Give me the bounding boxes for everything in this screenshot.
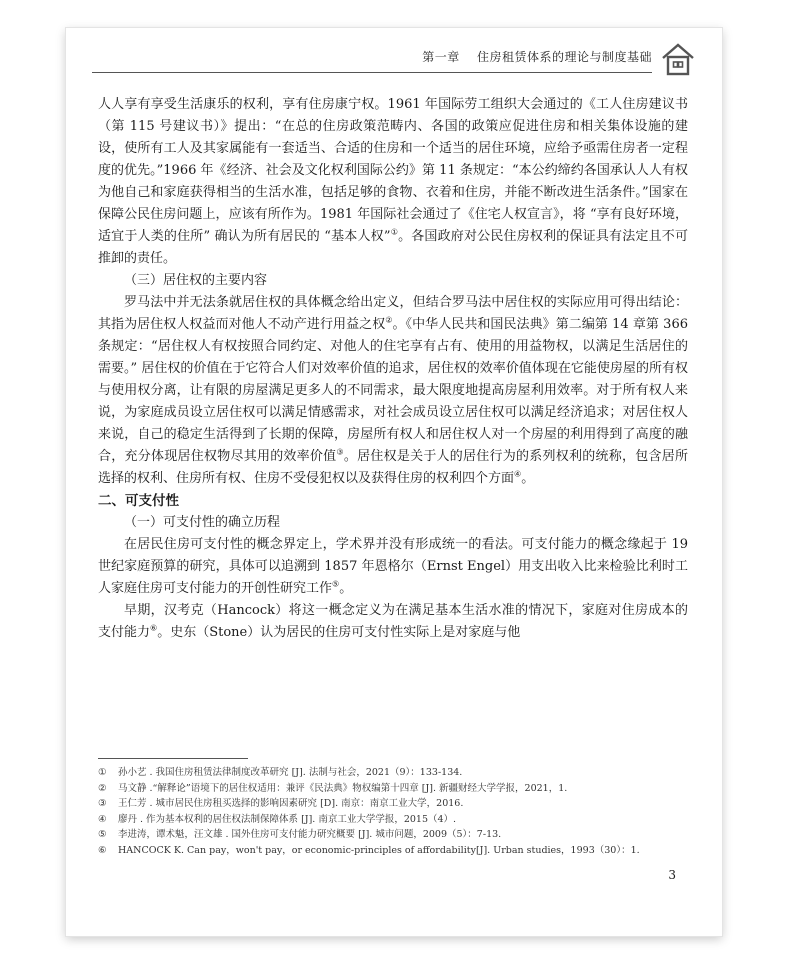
footnotes <box>98 765 688 858</box>
footnote-ref: ② <box>385 315 393 325</box>
book-page <box>66 28 722 936</box>
paragraph-3: 在居民住房可支付性的概念界定上，学术界并没有形成统一的看法。可支付能力的概念缘起于 19 世纪家庭预算的研究，具体可以追溯到 1857 年恩格尔（Ernst Engel）用支出收入比来检验比利时工人家庭住房可支付能力的开创性研究工作⑤。 <box>98 537 688 596</box>
paragraph-4: 早期，汉考克（Hancock）将这一概念定义为在满足基本生活水准的情况下，家庭对住房成本的支付能力⑥。史东（Stone）认为居民的住房可支付性实际上是对家庭与他 <box>98 603 688 640</box>
body-text <box>98 94 688 644</box>
footnote: ① 孙小艺 . 我国住房租赁法律制度改革研究 [J]. 法制与社会，2021（9）：133-134. <box>98 767 463 778</box>
footnote-ref: ④ <box>514 469 522 479</box>
section-heading-affordability: 二、可支付性 <box>98 493 179 509</box>
paragraph-1: 人人享有享受生活康乐的权利，享有住房康宁权。1961 年国际劳工组织大会通过的《工人住房建议书（第 115 号建议书）》提出：“在总的住房政策范畴内、各国的政策应促进住房和相关集体设施的建设，使所有工人及其家属能有一套适当、合适的住房和一个适当的居住环境，应给予亟需住房者一定程度的优先。”1966 年《经济、社会及文化权利国际公约》第 11 条规定：“本公约缔约各国承认人人有权为他自己和家庭获得相当的生活水准，包括足够的食物、衣着和住房，并能不断改进生活条件。”国家在保障公民住房问题上，应该有所作为。1981 年国际社会通过了《住宅人权宣言》，将 “享有良好环境，适宜于人类的住所” 确认为所有居民的 “基本人权”①。各国政府对公民住房权利的保证具有法定且不可推卸的责任。 <box>98 97 688 266</box>
footnote-rule <box>98 758 248 759</box>
paragraph-2: 罗马法中并无法条就居住权的具体概念给出定义，但结合罗马法中居住权的实际应用可得出结论：其指为居住权人权益而对他人不动产进行用益之权②。《中华人民共和国民法典》第二编第 14 章第 366 条规定：“居住权人有权按照合同约定、对他人的住宅享有占有、使用的用益物权，以满足生活居住的需要。” 居住权的价值在于它符合人们对效率价值的追求，居住权的效率价值体现在它能使房屋的所有权与使用权分离，让有限的房屋满足更多人的不同需求，最大限度地提高房屋利用效率。对于所有权人来说，为家庭成员设立居住权可以满足情感需求，对社会成员设立居住权可以满足经济追求；对居住权人来说，自己的稳定生活得到了长期的保障，房屋所有权人和居住权人对一个房屋的利用得到了高度的融合，充分体现居住权物尽其用的效率价值③。居住权是关于人的居住行为的系列权利的统称，包含居所选择的权利、住房所有权、住房不受侵犯权以及获得住房的权利四个方面④。 <box>98 295 688 486</box>
page-number: 3 <box>668 868 676 882</box>
footnote-ref: ③ <box>336 447 344 457</box>
footnote: ④ 廖丹 . 作为基本权利的居住权法制保障体系 [J]. 南京工业大学学报，2015（4）. <box>98 813 457 825</box>
house-icon <box>660 42 696 76</box>
header-rule <box>92 72 652 73</box>
subheading-affordability-history: （一）可支付性的确立历程 <box>124 515 281 530</box>
footnote: ⑤ 李进涛，谭术魁，汪文雄 . 国外住房可支付能力研究概要 [J]. 城市问题，2009（5）：7-13. <box>98 829 502 840</box>
header-chapter: 第一章 <box>422 50 460 64</box>
footnote: ③ 王仁芳 . 城市居民住房租买选择的影响因素研究 [D]. 南京：南京工业大学，2016. <box>98 798 464 809</box>
footnote-ref: ⑤ <box>332 579 340 589</box>
header-title: 住房租赁体系的理论与制度基础 <box>476 50 652 64</box>
footnote-ref: ① <box>390 227 399 237</box>
footnote: ⑥ HANCOCK K. Can pay，won't pay，or economic-principles of affordability[J]. Urban studies，1993（30）：1. <box>98 844 640 856</box>
running-header <box>422 48 652 65</box>
subheading-residence-right: （三）居住权的主要内容 <box>124 273 268 288</box>
footnote: ② 马文静 .“解释论”语境下的居住权适用：兼评《民法典》物权编第十四章 [J]. 新疆财经大学学报，2021，1. <box>98 782 568 794</box>
footnote-ref: ⑥ <box>150 623 158 633</box>
